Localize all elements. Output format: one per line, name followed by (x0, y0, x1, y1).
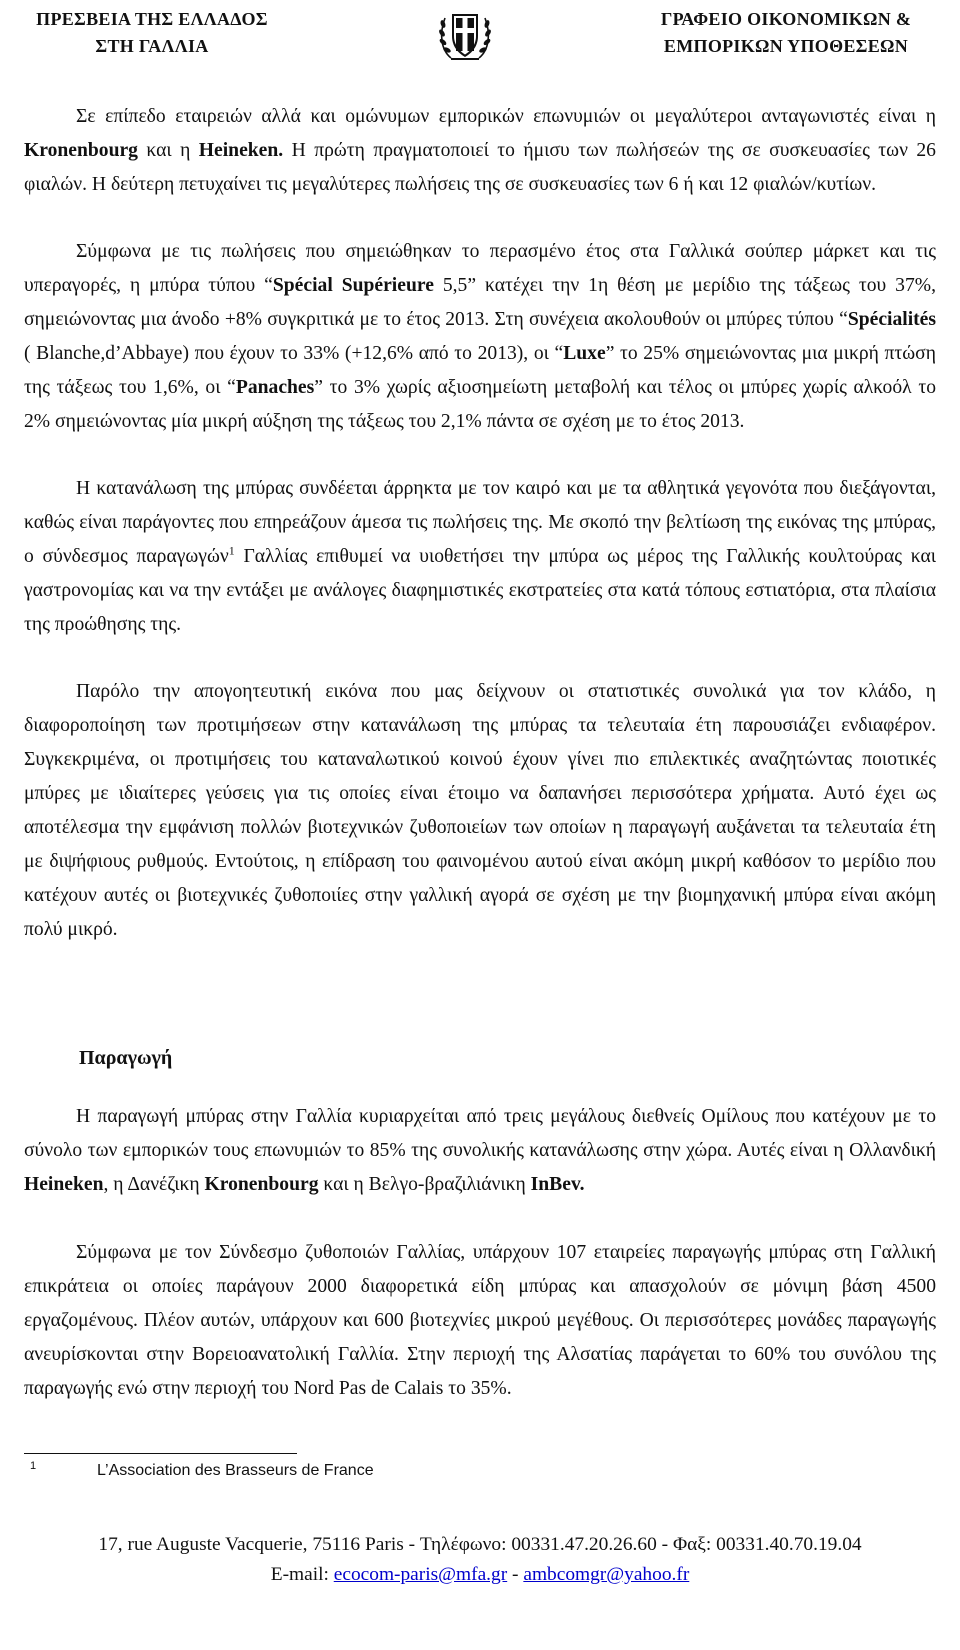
paragraph-competitors (24, 100, 936, 202)
production-section (24, 1100, 936, 1406)
text-span: Σύμφωνα με τις πωλήσεις που σημειώθηκαν το περασμένο έτος στα Γαλλικά σούπερ μάρκετ και τις υπεραγορές, η μπύρα τύπου “ (24, 241, 936, 296)
brand-heineken: Heineken (24, 1174, 104, 1195)
text-span: και η Βελγο-βραζιλιάνικη (318, 1174, 531, 1195)
footnote-separator (24, 1453, 297, 1454)
beer-type-panaches: Panaches (235, 377, 315, 398)
email-link-ambcomgr[interactable]: ambcomgr@yahoo.fr (523, 1564, 690, 1585)
office-name-line1: ΓΡΑΦΕΙΟ ΟΙΚΟΝΟΜΙΚΩΝ & (660, 9, 912, 29)
email-separator: - (507, 1564, 524, 1585)
office-name (636, 6, 936, 60)
paragraph-brewers-association (24, 1236, 936, 1406)
brand-heineken: Heineken. (198, 140, 284, 161)
embassy-name (2, 6, 302, 60)
embassy-name-line1: ΠΡΕΣΒΕΙΑ ΤΗΣ ΕΛΛΑΔΟΣ (36, 9, 268, 29)
beer-type-luxe: Luxe (563, 343, 606, 364)
footnote-reference[interactable]: 1 (228, 543, 235, 558)
beer-type-specialites: Spécialités (847, 309, 936, 330)
brand-inbev: InBev. (530, 1174, 585, 1195)
text-span: Παρόλο την απογοητευτική εικόνα που μας δείχνουν οι στατιστικές συνολικά για τον κλάδο, η διαφοροποίηση των προτιμήσεων στην κατανάλωση της μπύρας τα τελευταία έτη παρουσιάζει ενδιαφέρον. Συγκεκριμένα, οι προτιμήσεις του καταναλωτικού κοινού έχουν γίνει πιο επιλεκτικές αναζητώντας ποιοτικές μπύρες με ιδιαίτερες γεύσεις για τις οποίες είναι έτοιμο να δαπανήσει περισσότερα χρήματα. Αυτό έχει ως αποτέλεσμα την εμφάνιση πολλών βιοτεχνικών ζυθοποιείων των οποίων η παραγωγή αυξάνεται τα τελευταία έτη με διψήφιους ρυθμούς. Εντούτοις, η επίδραση του φαινομένου αυτού είναι ακόμη μικρή καθόσον το μερίδιο που κατέχουν αυτές οι βιοτεχνικές ζυθοποιίες στην γαλλική αγορά σε σχέση με την βιομηχανική μπύρα είναι ακόμη πολύ μικρό. (24, 681, 936, 940)
text-span: Γαλλίας επιθυμεί να υιοθετήσει την μπύρα ως μέρος της Γαλλικής κουλτούρας και γαστρονομίας και να την εντάξει με ανάλογες διαφημιστικές εκστρατείες στα κατά τόπους εστιατόρια, στα πλαίσια της προώθησης της. (24, 546, 936, 635)
text-span: ” το 3% χωρίς αξιοσημείωτη μεταβολή και τέλος οι μπύρες χωρίς αλκοόλ το 2% σημειώνοντας μία μικρή αύξηση της τάξεως του 2,1% πάντα σε σχέση με το έτος 2013. (24, 377, 936, 432)
footnote-text: L’Association des Brasseurs de France (97, 1462, 374, 1479)
paragraph-sales-by-type (24, 235, 936, 439)
brand-kronenbourg: Kronenbourg (24, 140, 138, 161)
paragraph-preferences (24, 675, 936, 947)
paragraph-production-groups (24, 1100, 936, 1202)
text-span: ” το 25% σημειώνοντας μια μικρή πτώση της τάξεως του 1,6%, οι “ (24, 343, 936, 398)
footer-email-line (0, 1560, 960, 1590)
paragraph-consumption (24, 472, 936, 642)
text-span: Η πρώτη πραγματοποιεί το ήμισυ των πωλήσεών της σε συσκευασίες των 26 φιαλών. Η δεύτερη πετυχαίνει τις μεγαλύτερες πωλήσεις της σε συσκευασίες των 6 ή και 12 φιαλών/κυτίων. (24, 140, 936, 195)
office-name-line2: ΕΜΠΟΡΙΚΩΝ ΥΠΟΘΕΣΕΩΝ (663, 36, 909, 56)
page-footer (0, 1530, 960, 1590)
text-span: Η παραγωγή μπύρας στην Γαλλία κυριαρχείται από τρεις μεγάλους διεθνείς Ομίλους που κατέχουν με το σύνολο των εμπορικών τους επωνυμιών το 85% της συνολικής κατανάλωσης στην χώρα. Αυτές είναι η Ολλανδική (24, 1106, 936, 1161)
footer-address: 17, rue Auguste Vacquerie, 75116 Paris - Τηλέφωνο: 00331.47.20.26.60 - Φαξ: 00331.40.70.19.04 (98, 1534, 862, 1555)
text-span: 5,5” κατέχει την 1η θέση με μερίδιο της τάξεως του 37%, σημειώνοντας μια άνοδο +8% συγκριτικά με το έτος 2013. Στη συνέχεια ακολουθούν οι μπύρες τύπου “ (24, 275, 936, 330)
letterhead (0, 6, 960, 68)
text-span: ( Blanche,d’Abbaye) που έχουν το 33% (+12,6% από το 2013), οι “ (24, 343, 564, 364)
embassy-name-line2: ΣΤΗ ΓΑΛΛΙΑ (95, 36, 209, 56)
beer-type-special-superieure: Spécial Supérieure (272, 275, 434, 296)
email-label: E-mail: (270, 1564, 334, 1585)
email-link-ecocom[interactable]: ecocom-paris@mfa.gr (333, 1564, 508, 1585)
footnote-number: 1 (30, 1460, 37, 1472)
brand-kronenbourg: Kronenbourg (204, 1174, 319, 1195)
text-span: και η (137, 140, 199, 161)
greek-coat-of-arms-icon (437, 6, 493, 64)
section-heading-production: Παραγωγή (79, 1047, 173, 1069)
text-span: Σε επίπεδο εταιρειών αλλά και ομώνυμων εμπορικών επωνυμιών οι μεγαλύτεροι ανταγωνιστές είναι η (76, 106, 936, 127)
document-body (24, 100, 936, 947)
text-span: Η κατανάλωση της μπύρας συνδέεται άρρηκτα με τον καιρό και με τα αθλητικά γεγονότα που διεξάγονται, καθώς είναι παράγοντες που επηρεάζουν άμεσα τις πωλήσεις της. Με σκοπό την βελτίωση της εικόνας της μπύρας, ο σύνδεσμος παραγωγών (24, 478, 936, 567)
text-span: , η Δανέζικη (103, 1174, 205, 1195)
text-span: Σύμφωνα με τον Σύνδεσμο ζυθοποιών Γαλλίας, υπάρχουν 107 εταιρείες παραγωγής μπύρας στη Γαλλική επικράτεια οι οποίες παράγουν 2000 διαφορετικά είδη μπύρας και απασχολούν σε μόνιμη βάση 4500 εργαζομένους. Πλέον αυτών, υπάρχουν και 600 βιοτεχνίες μικρού μεγέθους. Οι περισσότερες μονάδες παραγωγής ανευρίσκονται στην Βορειοανατολική Γαλλία. Στην περιοχή της Αλσατίας παράγεται το 60% του συνόλου της παραγωγής ενώ στην περιοχή του Nord Pas de Calais το 35%. (24, 1242, 936, 1399)
